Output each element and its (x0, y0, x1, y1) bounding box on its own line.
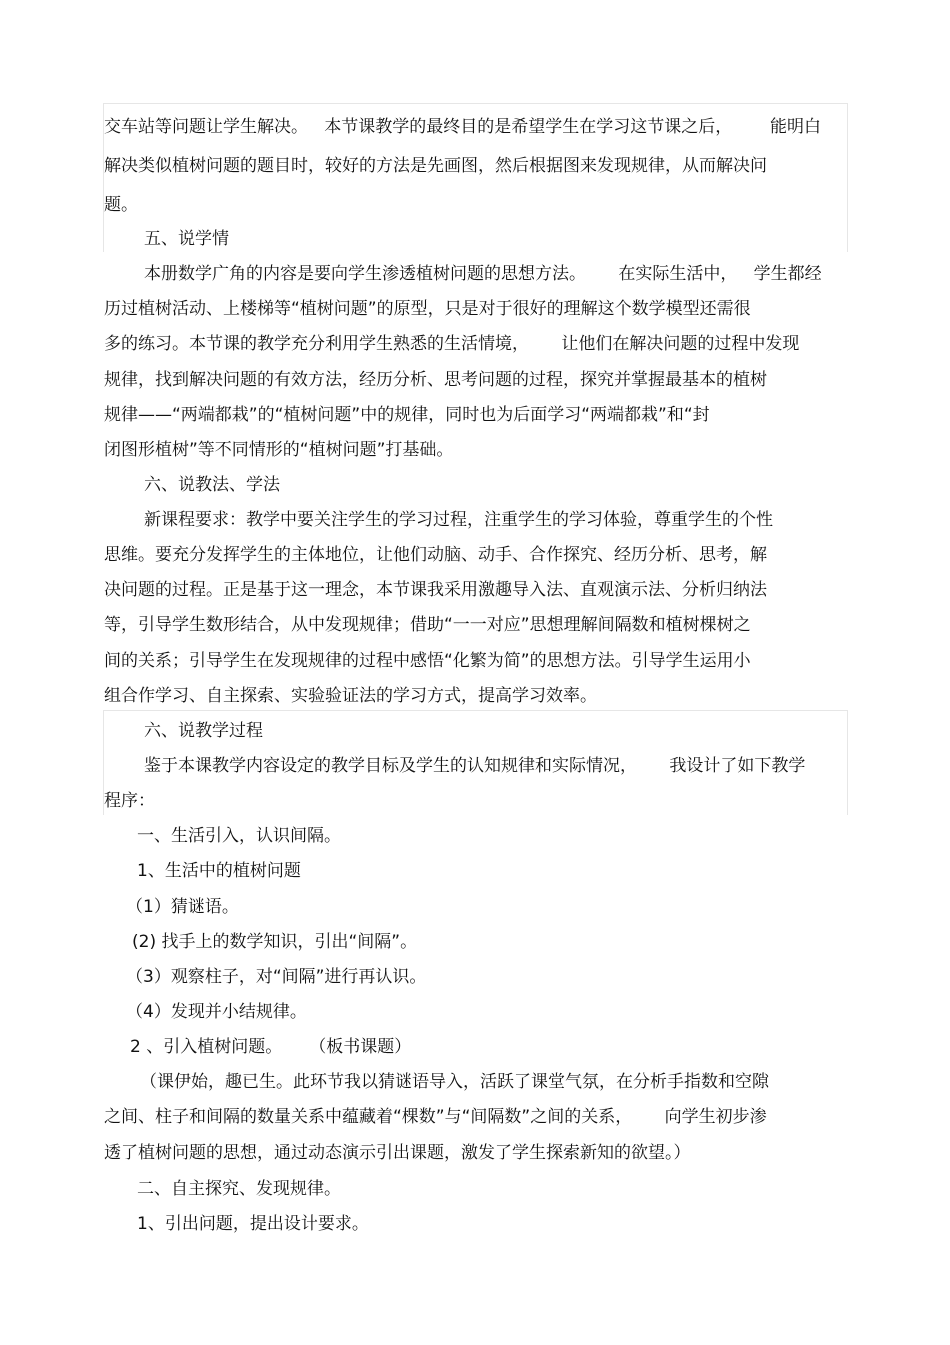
text-line: 规律——“两端都栽”的“植树问题”中的规律，同时也为后面学习“两端都栽”和“封 (104, 405, 710, 425)
text-line: 闭图形植树”等不同情形的“植树问题”打基础。 (104, 440, 454, 460)
list-item: (2) 找手上的数学知识，引出“间隔”。 (132, 932, 418, 952)
text-line: 之间、柱子和间隔的数量关系中蕴藏着“棵数”与“间隔数”之间的关系， 向学生初步渗 (104, 1107, 767, 1127)
text-line: 等，引导学生数形结合，从中发现规律；借助“一一对应”思想理解间隔数和植树棵树之 (104, 615, 751, 635)
text-line: 组合作学习、自主探索、实验验证法的学习方式，提高学习效率。 (104, 686, 597, 706)
text-line: 题。 (104, 195, 138, 215)
list-item: 2 、引入植树问题。 （板书课题） (130, 1037, 412, 1057)
text-line: 本册数学广角的内容是要向学生渗透植树问题的思想方法。 在实际生活中， 学生都经 (144, 264, 822, 284)
text-line: 程序： (104, 791, 155, 811)
text-line: 间的关系；引导学生在发现规律的过程中感悟“化繁为简”的思想方法。引导学生运用小 (104, 651, 751, 671)
text-line: 解决类似植树问题的题目时，较好的方法是先画图，然后根据图来发现规律，从而解决问 (104, 156, 767, 176)
section-heading: 五、说学情 (144, 229, 229, 249)
text-line: 多的练习。本节课的教学充分利用学生熟悉的生活情境， 让他们在解决问题的过程中发现 (104, 334, 800, 354)
list-item: （1）猜谜语。 (126, 897, 239, 917)
section-heading: 二、自主探究、发现规律。 (137, 1179, 341, 1199)
list-item: （4）发现并小结规律。 (126, 1002, 307, 1022)
text-line: 历过植树活动、上楼梯等“植树问题”的原型，只是对于很好的理解这个数学模型还需很 (104, 299, 751, 319)
list-item: （3）观察柱子，对“间隔”进行再认识。 (126, 967, 427, 987)
list-item: 1、生活中的植树问题 (137, 861, 301, 881)
section-heading: 一、生活引入，认识间隔。 (137, 826, 341, 846)
text-line: （课伊始，趣已生。此环节我以猜谜语导入，活跃了课堂气氛，在分析手指数和空隙 (140, 1072, 769, 1092)
section-heading: 六、说教学过程 (144, 721, 263, 741)
text-line: 新课程要求：教学中要关注学生的学习过程，注重学生的学习体验，尊重学生的个性 (144, 510, 773, 530)
text-line: 交车站等问题让学生解决。 本节课教学的最终目的是希望学生在学习这节课之后， 能明白 (104, 117, 822, 137)
text-line: 鉴于本课教学内容设定的教学目标及学生的认知规律和实际情况， 我设计了如下教学 (144, 756, 806, 776)
text-line: 决问题的过程。正是基于这一理念，本节课我采用激趣导入法、直观演示法、分析归纳法 (104, 580, 767, 600)
list-item: 1、引出问题，提出设计要求。 (137, 1214, 369, 1234)
section-heading: 六、说教法、学法 (144, 475, 280, 495)
text-line: 规律，找到解决问题的有效方法，经历分析、思考问题的过程，探究并掌握最基本的植树 (104, 370, 767, 390)
text-line: 思维。要充分发挥学生的主体地位，让他们动脑、动手、合作探究、经历分析、思考，解 (104, 545, 767, 565)
text-line: 透了植树问题的思想，通过动态演示引出课题，激发了学生探索新知的欲望。） (104, 1143, 691, 1163)
